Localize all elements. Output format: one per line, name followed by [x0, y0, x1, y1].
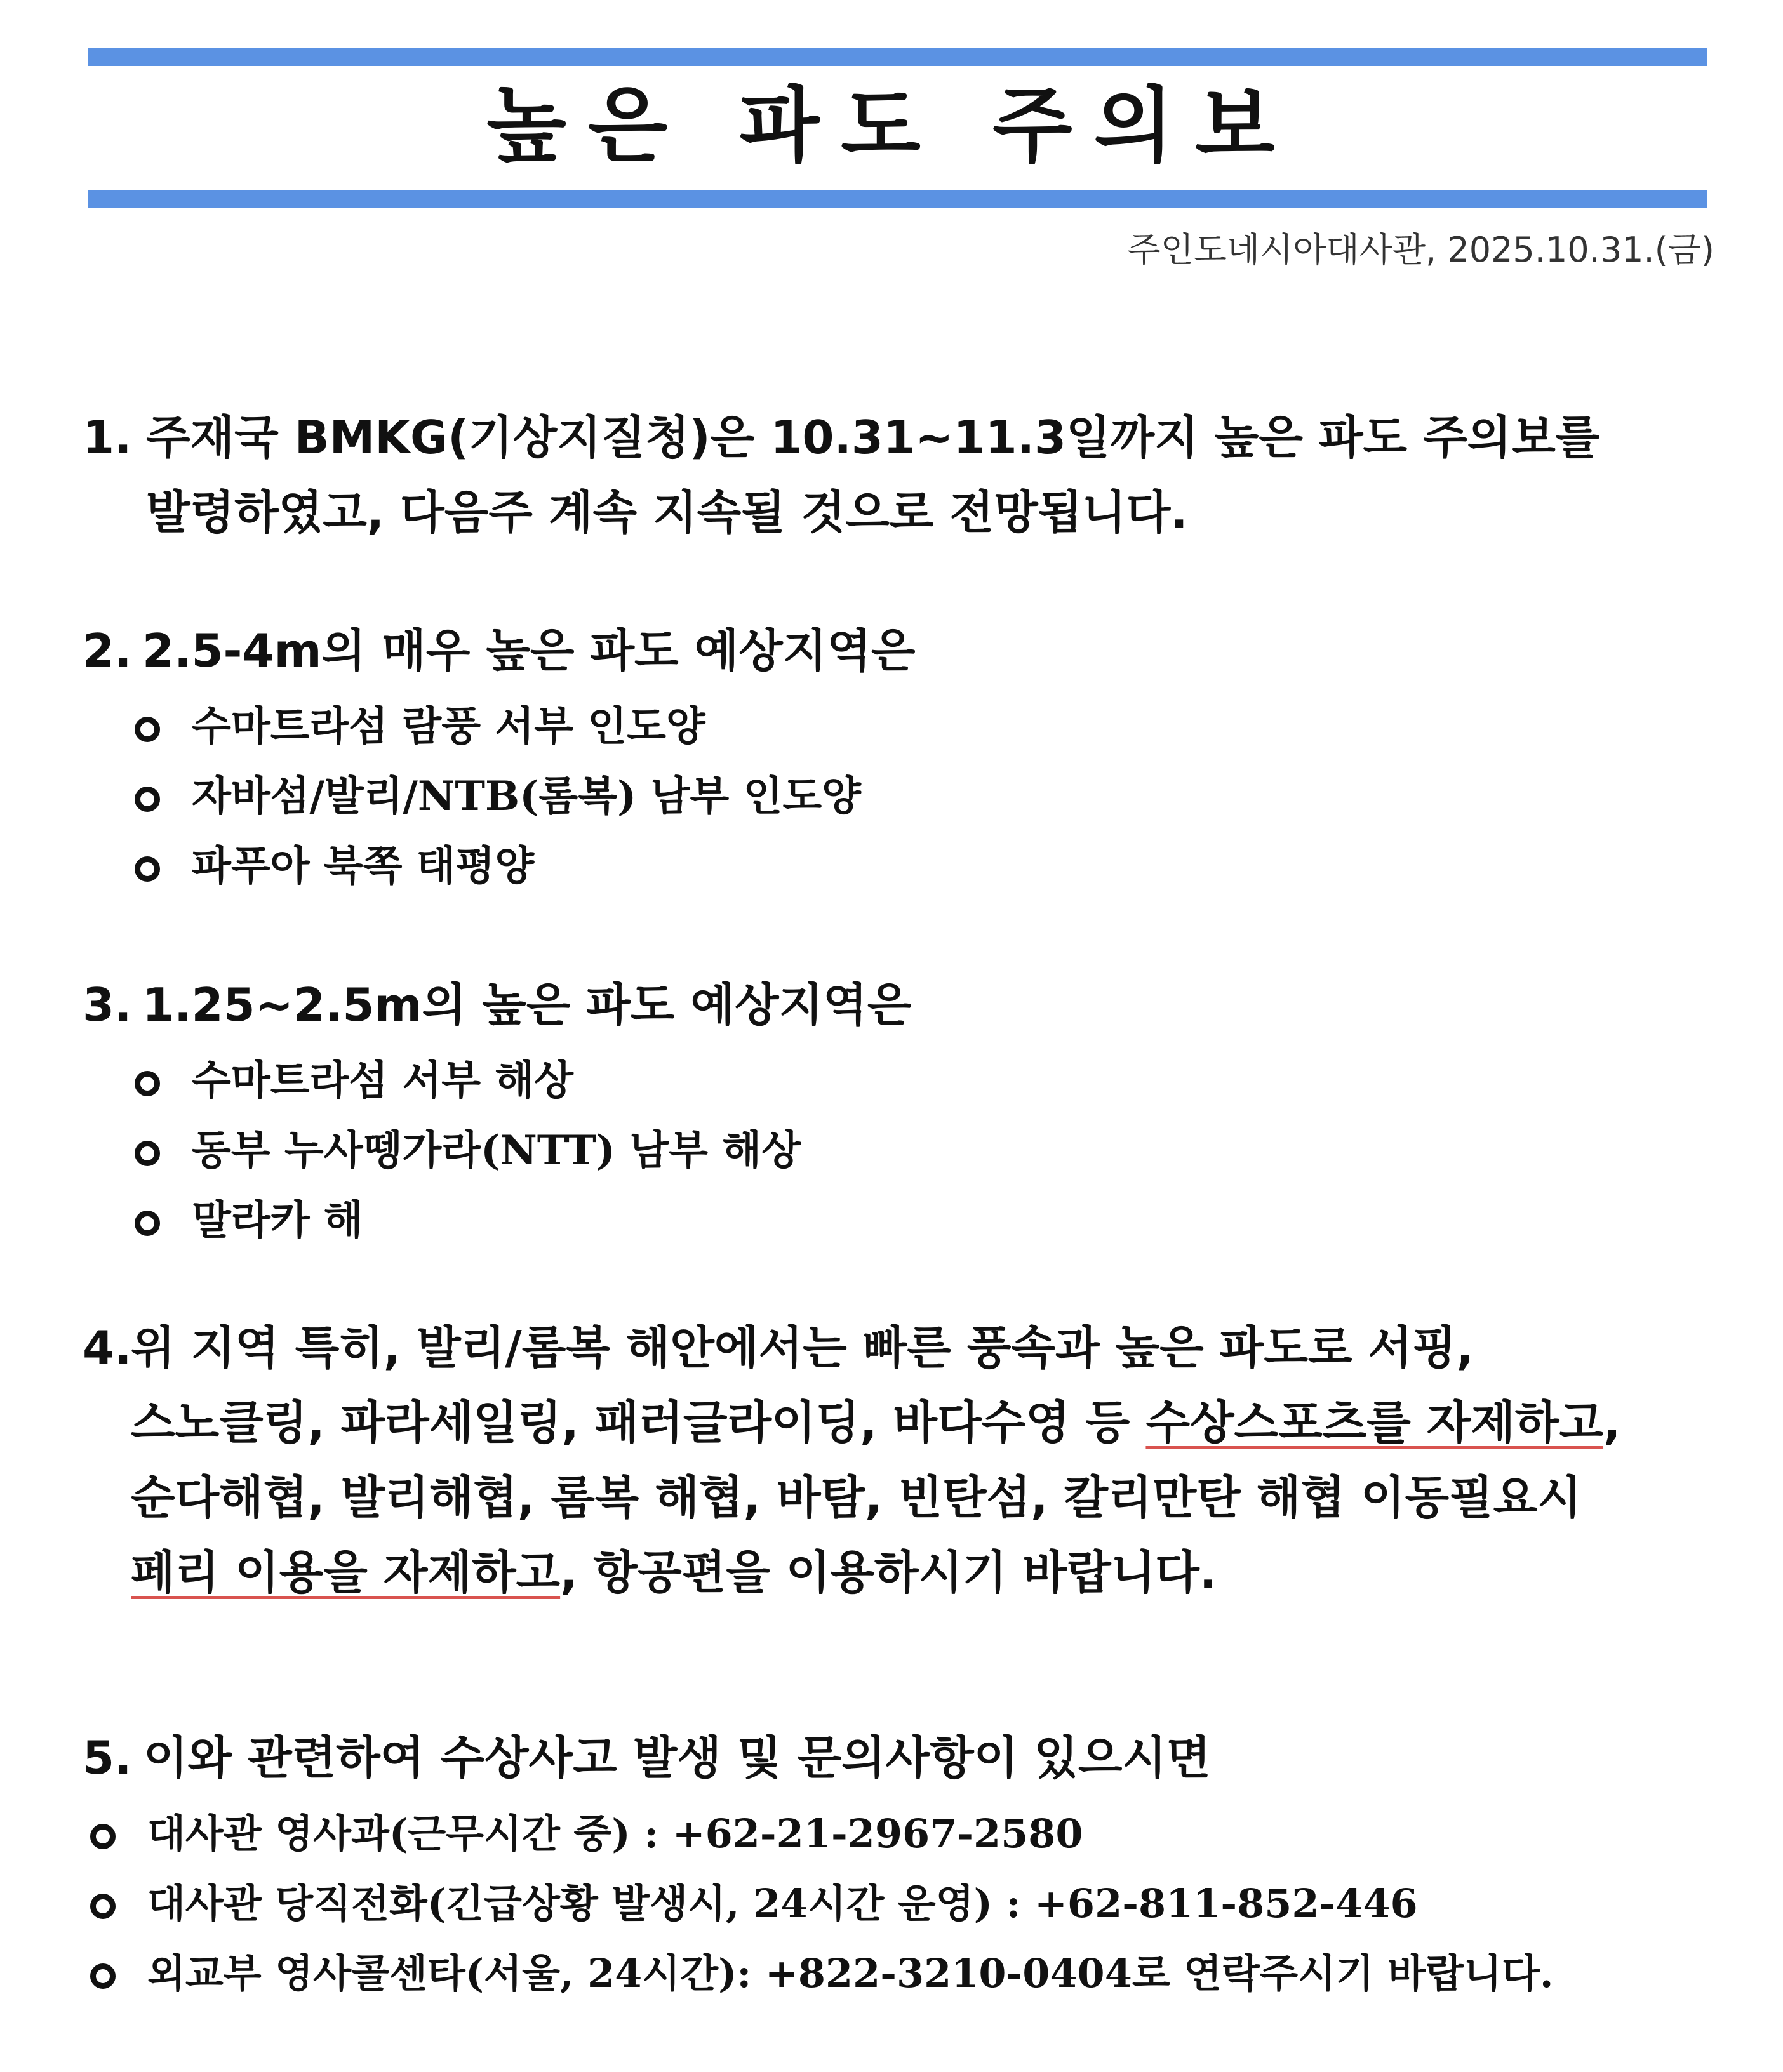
section-1	[83, 400, 1599, 550]
circle-bullet-icon	[135, 1211, 160, 1236]
page-title: 높은 파도 주의보	[486, 77, 1297, 174]
circle-bullet-icon	[135, 717, 160, 742]
list-item: 자바섬/발리/NTB(롬복) 남부 인도양	[135, 762, 861, 832]
section-4-line-3: 순다해협, 발리해협, 롬복 해협, 바탐, 빈탄섬, 칼리만탄 해협 이동필요시	[131, 1471, 1582, 1524]
section-3-bullets	[135, 1046, 801, 1256]
underlined-phrase: 수상스포츠를 자제하고	[1145, 1396, 1604, 1449]
section-4-line-4: 페리 이용을 자제하고, 항공편을 이용하시기 바랍니다.	[131, 1546, 1217, 1599]
underlined-phrase: 페리 이용을 자제하고	[131, 1546, 561, 1599]
section-2-heading-text: 2.5-4m의 매우 높은 파도 예상지역은	[142, 624, 916, 677]
list-item: 수마트라섬 서부 해상	[135, 1046, 801, 1116]
circle-bullet-icon	[90, 1963, 116, 1989]
section-5-bullets	[90, 1799, 1554, 2009]
section-2-heading	[83, 613, 915, 688]
list-item: 대사관 당직전화(긴급상황 발생시, 24시간 운영) : +62-811-852-446	[90, 1869, 1554, 1939]
list-item: 수마트라섬 람풍 서부 인도양	[135, 692, 861, 762]
section-4-line-1: 위 지역 특히, 발리/롬복 해안에서는 빠른 풍속과 높은 파도로 서핑,	[131, 1321, 1474, 1374]
section-1-line-2: 발령하였고, 다음주 계속 지속될 것으로 전망됩니다.	[146, 486, 1188, 539]
section-5-number: 5.	[83, 1731, 132, 1784]
list-item: 외교부 영사콜센타(서울, 24시간): +822-3210-0404로 연락주시기 바랍니다.	[90, 1939, 1554, 2009]
section-1-line-1: 주재국 BMKG(기상지질청)은 10.31~11.3일까지 높은 파도 주의보를	[146, 411, 1600, 464]
section-1-number: 1.	[83, 411, 132, 464]
section-4-number: 4.	[83, 1321, 132, 1374]
section-2-number: 2.	[83, 624, 132, 677]
header-top-rule	[88, 48, 1707, 66]
list-item: 파푸아 북쪽 태평양	[135, 832, 861, 901]
list-item: 말라카 해	[135, 1186, 801, 1256]
list-item: 동부 누사뗑가라(NTT) 남부 해상	[135, 1116, 801, 1186]
section-5-heading	[83, 1720, 1211, 1795]
section-3-heading-text: 1.25~2.5m의 높은 파도 예상지역은	[142, 978, 912, 1032]
circle-bullet-icon	[135, 856, 160, 882]
section-3-heading	[83, 967, 911, 1042]
circle-bullet-icon	[90, 1894, 116, 1919]
circle-bullet-icon	[90, 1824, 116, 1849]
issuer-date: 주인도네시아대사관, 2025.10.31.(금)	[1127, 230, 1714, 270]
circle-bullet-icon	[135, 1071, 160, 1096]
list-item: 대사관 영사과(근무시간 중) : +62-21-2967-2580	[90, 1799, 1554, 1869]
header-bottom-rule	[88, 190, 1707, 208]
section-2-bullets	[135, 692, 861, 901]
section-4	[83, 1310, 1620, 1610]
circle-bullet-icon	[135, 787, 160, 812]
section-5-heading-text: 이와 관련하여 수상사고 발생 및 문의사항이 있으시면	[144, 1731, 1211, 1784]
circle-bullet-icon	[135, 1141, 160, 1166]
section-4-line-2: 스노클링, 파라세일링, 패러글라이딩, 바다수영 등 수상스포츠를 자제하고,	[131, 1396, 1621, 1449]
section-3-number: 3.	[83, 978, 132, 1032]
